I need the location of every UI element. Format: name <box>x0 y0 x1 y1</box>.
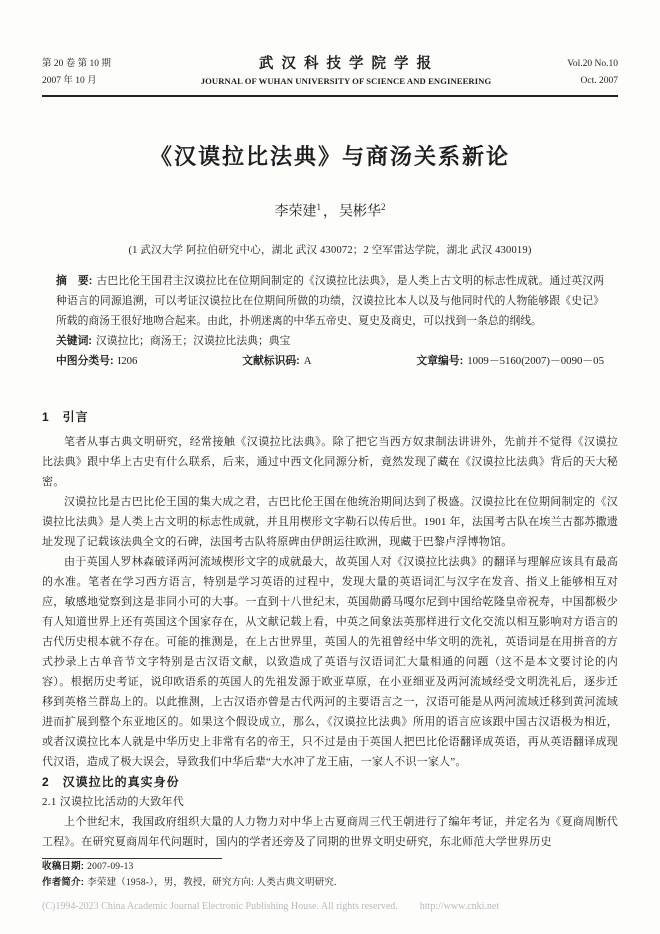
doc-code-item <box>242 351 311 371</box>
section-1-paragraph-1: 笔者从事古典文明研究，经常接触《汉谟拉比法典》。除了把它当西方奴隶制法讲讲外，先前并不觉得《汉谟拉比法典》跟中华上古史有什么联系，后来，通过中西文化同源分析，竟然发现了藏在《汉谟拉比法典》背后的天大秘密。 <box>42 435 618 488</box>
received-date-label: 收稿日期: <box>42 860 85 872</box>
keywords-text: 汉谟拉比；商汤王；汉谟拉比法典；典宝 <box>96 334 291 347</box>
author-name-2: 吴彬华 <box>339 204 381 220</box>
affiliation: (1 武汉大学 阿拉伯研究中心，湖北 武汉 430072；2 空军雷达学院，湖北 武汉 430019) <box>128 244 532 256</box>
author-superscript-1: 1 <box>316 202 321 212</box>
abstract-label: 摘 要: <box>56 274 93 287</box>
volume-date: Oct. 2007 <box>580 76 618 86</box>
keywords-line <box>42 331 618 351</box>
section-2-heading: 2 汉谟拉比的真实身份 <box>42 774 180 789</box>
article-no-label: 文章编号: <box>416 354 464 367</box>
subsection-2-1-paragraph-1: 上个世纪末，我国政府组织大量的人力物力对中华上古夏商周三代王朝进行了编年考证，并定名为《夏商周断代工程》。在研究夏商周年代问题时，国内的学者还旁及了同期的世界文明史研究，东北师范大学世界历史 <box>42 815 618 848</box>
doc-code-label: 文献标识码: <box>242 354 300 367</box>
article-no-item <box>416 351 604 371</box>
author-bio-label: 作者简介: <box>42 877 85 889</box>
classification-row <box>42 351 618 371</box>
received-date-line <box>42 859 618 876</box>
section-1-heading: 1 引言 <box>42 409 89 424</box>
clc-label: 中图分类号: <box>56 354 114 367</box>
section-1-paragraph-3: 由于英国人罗林森破译两河流域楔形文字的成就最大，故英国人对《汉谟拉比法典》的翻译与理解应该具有最高的水准。笔者在学习西方语言，特别是学习英语的过程中，发现大量的英语词汇与汉字在发音、指义上能够相互对应，敏感地觉察到这是非同小可的大事。一直到十八世纪末，英国勋爵马嘎尔尼到中国给乾隆皇帝祝寿，中国都极少有人知道世界上还有英国这个国家存在，从文献记载上看，中英之间象法英那样进行文化交流以相互影响对方语言的古代历史根本就不存在。可能的推测是，在上古世界里，英国人的先祖曾经中华文明的洗礼，英语词是在用拼音的方式抄录上古单音节文字特别是古汉语文献，以致造成了英语与汉语词汇大量相通的问题（这不是本文要讨论的内容）。根据历史考证，说印欧语系的英国人的先祖发源于欧亚草原，在小亚细亚及两河流域经受文明洗礼后，逐步迁移到英格兰群岛上的。以此推测，上古汉语亦曾是古代两河的主要语言之一，汉语可能是从两河流域迁移到黄河流域进而扩展到整个东亚地区的。如果这个假设成立，那么，《汉谟拉比法典》所用的语言应该跟中国古汉语极为相近，或者汉谟拉比本人就是中华历史上非常有名的帝王，只不过是由于英国人把巴比伦语翻译成英语，再从英语翻译成现代汉语，造成了极大误会，导致我们中华后辈“大水冲了龙王庙，一家人不识一家人”。 <box>42 555 618 768</box>
copyright-text: (C)1994-2023 China Academic Journal Electronic Publishing House. All rights reserved. <box>42 901 398 912</box>
journal-title-en: JOURNAL OF WUHAN UNIVERSITY OF SCIENCE AND ENGINEERING <box>200 76 492 86</box>
masthead-rule <box>42 95 618 97</box>
masthead <box>42 56 618 90</box>
journal-title-cn: 武 汉 科 技 学 院 学 报 <box>258 56 434 72</box>
author-superscript-2: 2 <box>381 202 386 212</box>
issue-info <box>42 56 160 90</box>
article-no-value: 1009－5160(2007)－0090－05 <box>467 354 604 367</box>
author-separator: ， <box>323 204 337 220</box>
section-1-paragraph-2: 汉谟拉比是古巴比伦王国的集大成之君，古巴比伦王国在他统治期间达到了极盛。汉谟拉比在位期间制定的《汉谟拉比法典》是人类上古文明的标志性成就，并且用楔形文字勒石以传后世。1901 年，法国考古队在埃兰古都苏撒遗址发现了记载该法典全文的石碑，法国考古队将原碑由伊朗运往欧洲，现藏于巴黎卢浮博物馆。 <box>42 495 618 548</box>
clc-value: I206 <box>117 354 138 367</box>
author-bio-value: 李荣建（1958-），男，教授，研究方向: 人类古典文明研究. <box>87 878 337 889</box>
author-bio-line <box>42 875 618 892</box>
article-title: 《汉谟拉比法典》与商汤关系新论 <box>149 144 510 169</box>
cnki-url: http://www.cnki.net <box>419 901 500 912</box>
issue-date: 2007 年 10 月 <box>42 76 97 86</box>
author-name-1: 李荣建 <box>274 204 317 220</box>
received-date-value: 2007-09-13 <box>87 861 134 872</box>
abstract-block <box>42 271 618 331</box>
doc-code-value: A <box>303 354 312 367</box>
journal-title-block <box>160 56 532 90</box>
volume-info <box>532 56 618 90</box>
abstract-text: 古巴比伦王国君主汉谟拉比在位期间制定的《汉谟拉比法典》，是人类上古文明的标志性成就。通过英汉两种语言的同源追溯，可以考证汉谟拉比在位期间所做的功绩，汉谟拉比本人以及与他同时代的人物能够跟《史记》所载的商汤王很好地吻合起来。由此，扑朔迷离的中华五帝史、夏史及商史，可以找到一条总的纲线。 <box>56 274 604 327</box>
volume-number: Vol.20 No.10 <box>567 59 618 69</box>
page-footer <box>42 900 618 914</box>
keywords-label: 关键词: <box>56 334 92 347</box>
subsection-2-1-heading: 2.1 汉谟拉比活动的大致年代 <box>42 795 184 808</box>
clc-item <box>56 351 137 371</box>
issue-number: 第 20 卷 第 10 期 <box>42 59 111 69</box>
authors-line <box>42 198 618 222</box>
